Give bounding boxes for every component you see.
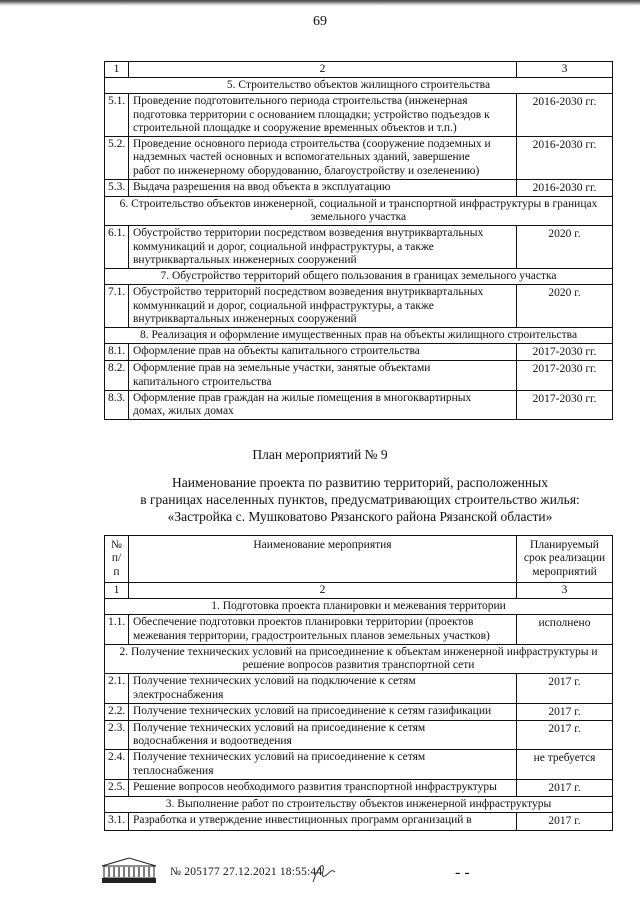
item-description	[129, 285, 517, 328]
item-description	[129, 179, 517, 196]
item-number: 1.1.	[105, 615, 129, 644]
project-title	[90, 475, 630, 526]
item-deadline: исполнено	[517, 615, 613, 644]
item-number: 8.3.	[105, 390, 129, 419]
section-row	[105, 644, 613, 673]
section-heading-line: решение вопросов развития транспортной сети	[242, 659, 475, 672]
item-description-line: Проведение подготовительного периода строительства (инженерная	[133, 95, 468, 108]
item-number: 6.1.	[105, 226, 129, 269]
activities-table-continued	[104, 61, 613, 420]
section-heading	[105, 644, 613, 673]
item-deadline: 2020 г.	[517, 226, 613, 269]
item-deadline: 2017 г.	[517, 779, 613, 796]
table-row	[105, 179, 613, 196]
item-description	[129, 137, 517, 180]
item-description-line: Получение технических условий на присоединение к сетям	[133, 721, 426, 734]
table-row	[105, 779, 613, 796]
table-row	[105, 813, 613, 830]
section-heading: 8. Реализация и оформление имущественных прав на объекты жилищного строительства	[105, 327, 613, 343]
project-title-line: в границах населенных пунктов, предусматривающих строительство жилья:	[140, 491, 580, 507]
item-description-line: Обустройство территории посредством возведения внутриквартальных	[133, 227, 484, 240]
section-row	[105, 269, 613, 285]
item-description	[129, 720, 517, 749]
item-number: 7.1.	[105, 285, 129, 328]
item-description	[129, 703, 517, 720]
item-deadline: 2017-2030 гг.	[517, 361, 613, 390]
section-heading-line: 6. Строительство объектов инженерной, социальной и транспортной инфраструктуры в границах	[119, 197, 598, 210]
item-description-line: подготовка территории с основанием площадки; устройство подъездов к	[133, 108, 490, 121]
item-description	[129, 779, 517, 796]
item-description-line: капитального строительства	[133, 375, 272, 388]
item-description	[129, 750, 517, 779]
section-row	[105, 327, 613, 343]
item-description	[129, 94, 517, 137]
signature-scribble-icon	[305, 860, 341, 886]
item-description-line: межевания территории, градостроительных планов земельных участков)	[133, 629, 490, 642]
item-description-line: Оформление прав на земельные участки, занятые объектами	[133, 362, 431, 375]
column-index-cell: 1	[105, 62, 129, 78]
activities-table-plan-9	[104, 535, 613, 831]
item-number: 8.1.	[105, 344, 129, 361]
item-description-line: работ по инженерному оборудованию, благоустройству и озеленению)	[133, 164, 480, 177]
item-description-line: Обустройство территорий посредством возведения внутриквартальных	[133, 286, 484, 299]
column-header-name: Наименование мероприятия	[129, 536, 517, 583]
item-number: 8.2.	[105, 361, 129, 390]
item-description-line: Выдача разрешения на ввод объекта в эксплуатацию	[133, 180, 391, 193]
item-description-line: Оформление прав граждан на жилые помещения в многоквартирных	[133, 391, 472, 404]
item-deadline: 2017 г.	[517, 703, 613, 720]
section-heading-line: 2. Получение технических условий на присоединение к объектам инженерной инфраструктуры и	[119, 645, 598, 658]
item-number: 3.1.	[105, 813, 129, 830]
item-description-line: Решение вопросов необходимого развития транспортной инфраструктуры	[133, 780, 497, 793]
item-description-line: Получение технических условий на присоединение к сетям	[133, 751, 426, 764]
table-header-row	[105, 536, 613, 583]
item-number: 2.3.	[105, 720, 129, 749]
item-deadline: 2016-2030 гг.	[517, 94, 613, 137]
item-description-line: Получение технических условий на подключение к сетям	[133, 675, 416, 688]
building-logo-icon	[100, 856, 158, 886]
item-deadline: не требуется	[517, 750, 613, 779]
item-number: 2.4.	[105, 750, 129, 779]
table-row	[105, 137, 613, 180]
item-description	[129, 674, 517, 703]
item-description-line: Обеспечение подготовки проектов планировки территории (проектов	[133, 616, 474, 629]
header-line: мероприятий	[532, 565, 597, 578]
item-description-line: Проведение основного периода строительства (сооружение подземных и	[133, 138, 491, 151]
table-row	[105, 226, 613, 269]
header-line: срок реализации	[523, 552, 606, 565]
header-line: №	[111, 539, 122, 552]
item-description-line: теплоснабжения	[133, 764, 214, 777]
item-description-line: Оформление прав на объекты капитального строительства	[133, 345, 420, 358]
header-line: Планируемый	[530, 539, 599, 552]
section-heading: 1. Подготовка проекта планировки и межевания территории	[105, 599, 613, 615]
column-header-number	[105, 536, 129, 583]
table-row	[105, 94, 613, 137]
project-title-line: «Застройка с. Мушковатово Рязанского района Рязанской области»	[167, 508, 553, 524]
table-row	[105, 703, 613, 720]
table-row	[105, 750, 613, 779]
item-number: 5.1.	[105, 94, 129, 137]
section-row	[105, 78, 613, 94]
table-row	[105, 390, 613, 419]
table-row	[105, 674, 613, 703]
table-row	[105, 361, 613, 390]
item-deadline: 2017 г.	[517, 813, 613, 830]
item-description-line: строительной площадке и сооружение временных объектов и т.п.)	[133, 121, 457, 134]
column-header-date	[517, 536, 613, 583]
item-deadline: 2017 г.	[517, 720, 613, 749]
plan-title: План мероприятий № 9	[252, 447, 388, 462]
item-description-line: внутриквартальных инженерных сооружений	[133, 312, 357, 325]
document-registration-stamp: № 205177 27.12.2021 18:55:44	[170, 866, 323, 878]
table-row	[105, 285, 613, 328]
item-deadline: 2016-2030 гг.	[517, 179, 613, 196]
item-description	[129, 344, 517, 361]
item-number: 2.1.	[105, 674, 129, 703]
item-deadline: 2016-2030 гг.	[517, 137, 613, 180]
column-index-row	[105, 62, 613, 78]
section-row	[105, 599, 613, 615]
scan-edge	[0, 0, 640, 6]
column-index-cell: 2	[129, 62, 517, 78]
project-title-line: Наименование проекта по развитию территорий, расположенных	[172, 475, 548, 490]
item-deadline: 2017 г.	[517, 674, 613, 703]
item-description	[129, 615, 517, 644]
item-deadline: 2017-2030 гг.	[517, 390, 613, 419]
column-index-cell: 1	[105, 583, 129, 599]
column-index-row	[105, 583, 613, 599]
column-index-cell: 2	[129, 583, 517, 599]
item-number: 5.3.	[105, 179, 129, 196]
item-deadline: 2017-2030 гг.	[517, 344, 613, 361]
item-deadline: 2020 г.	[517, 285, 613, 328]
table-row	[105, 720, 613, 749]
section-heading: 5. Строительство объектов жилищного строительства	[105, 78, 613, 94]
table-row	[105, 344, 613, 361]
item-description-line: Разработка и утверждение инвестиционных программ организаций в	[133, 814, 472, 827]
section-heading	[105, 196, 613, 225]
item-number: 2.5.	[105, 779, 129, 796]
column-index-cell: 3	[517, 62, 613, 78]
section-heading: 7. Обустройство территорий общего пользования в границах земельного участка	[105, 269, 613, 285]
margin-marks: - -	[455, 864, 470, 881]
item-description	[129, 226, 517, 269]
section-heading-line: земельного участка	[310, 211, 407, 224]
item-number: 2.2.	[105, 703, 129, 720]
section-heading: 3. Выполнение работ по строительству объектов инженерной инфраструктуры	[105, 797, 613, 813]
item-description-line: коммуникаций и дорог, социальной инфраструктуры, а также	[133, 299, 434, 312]
item-description-line: надземных частей основных и вспомогательных зданий, завершение	[133, 151, 470, 164]
item-description-line: водоснабжения и водоотведения	[133, 735, 292, 748]
item-description	[129, 813, 517, 830]
item-description-line: Получение технических условий на присоединение к сетям газификации	[133, 704, 492, 717]
table-row	[105, 615, 613, 644]
item-number: 5.2.	[105, 137, 129, 180]
header-line: п/п	[111, 552, 122, 578]
page-number: 69	[313, 14, 327, 29]
column-index-cell: 3	[517, 583, 613, 599]
item-description	[129, 390, 517, 419]
item-description	[129, 361, 517, 390]
item-description-line: электроснабжения	[133, 688, 224, 701]
item-description-line: коммуникаций и дорог, социальной инфраструктуры, а также	[133, 240, 434, 253]
section-row	[105, 797, 613, 813]
item-description-line: домах, жилых домах	[133, 405, 234, 418]
section-row	[105, 196, 613, 225]
item-description-line: внутриквартальных инженерных сооружений	[133, 253, 357, 266]
